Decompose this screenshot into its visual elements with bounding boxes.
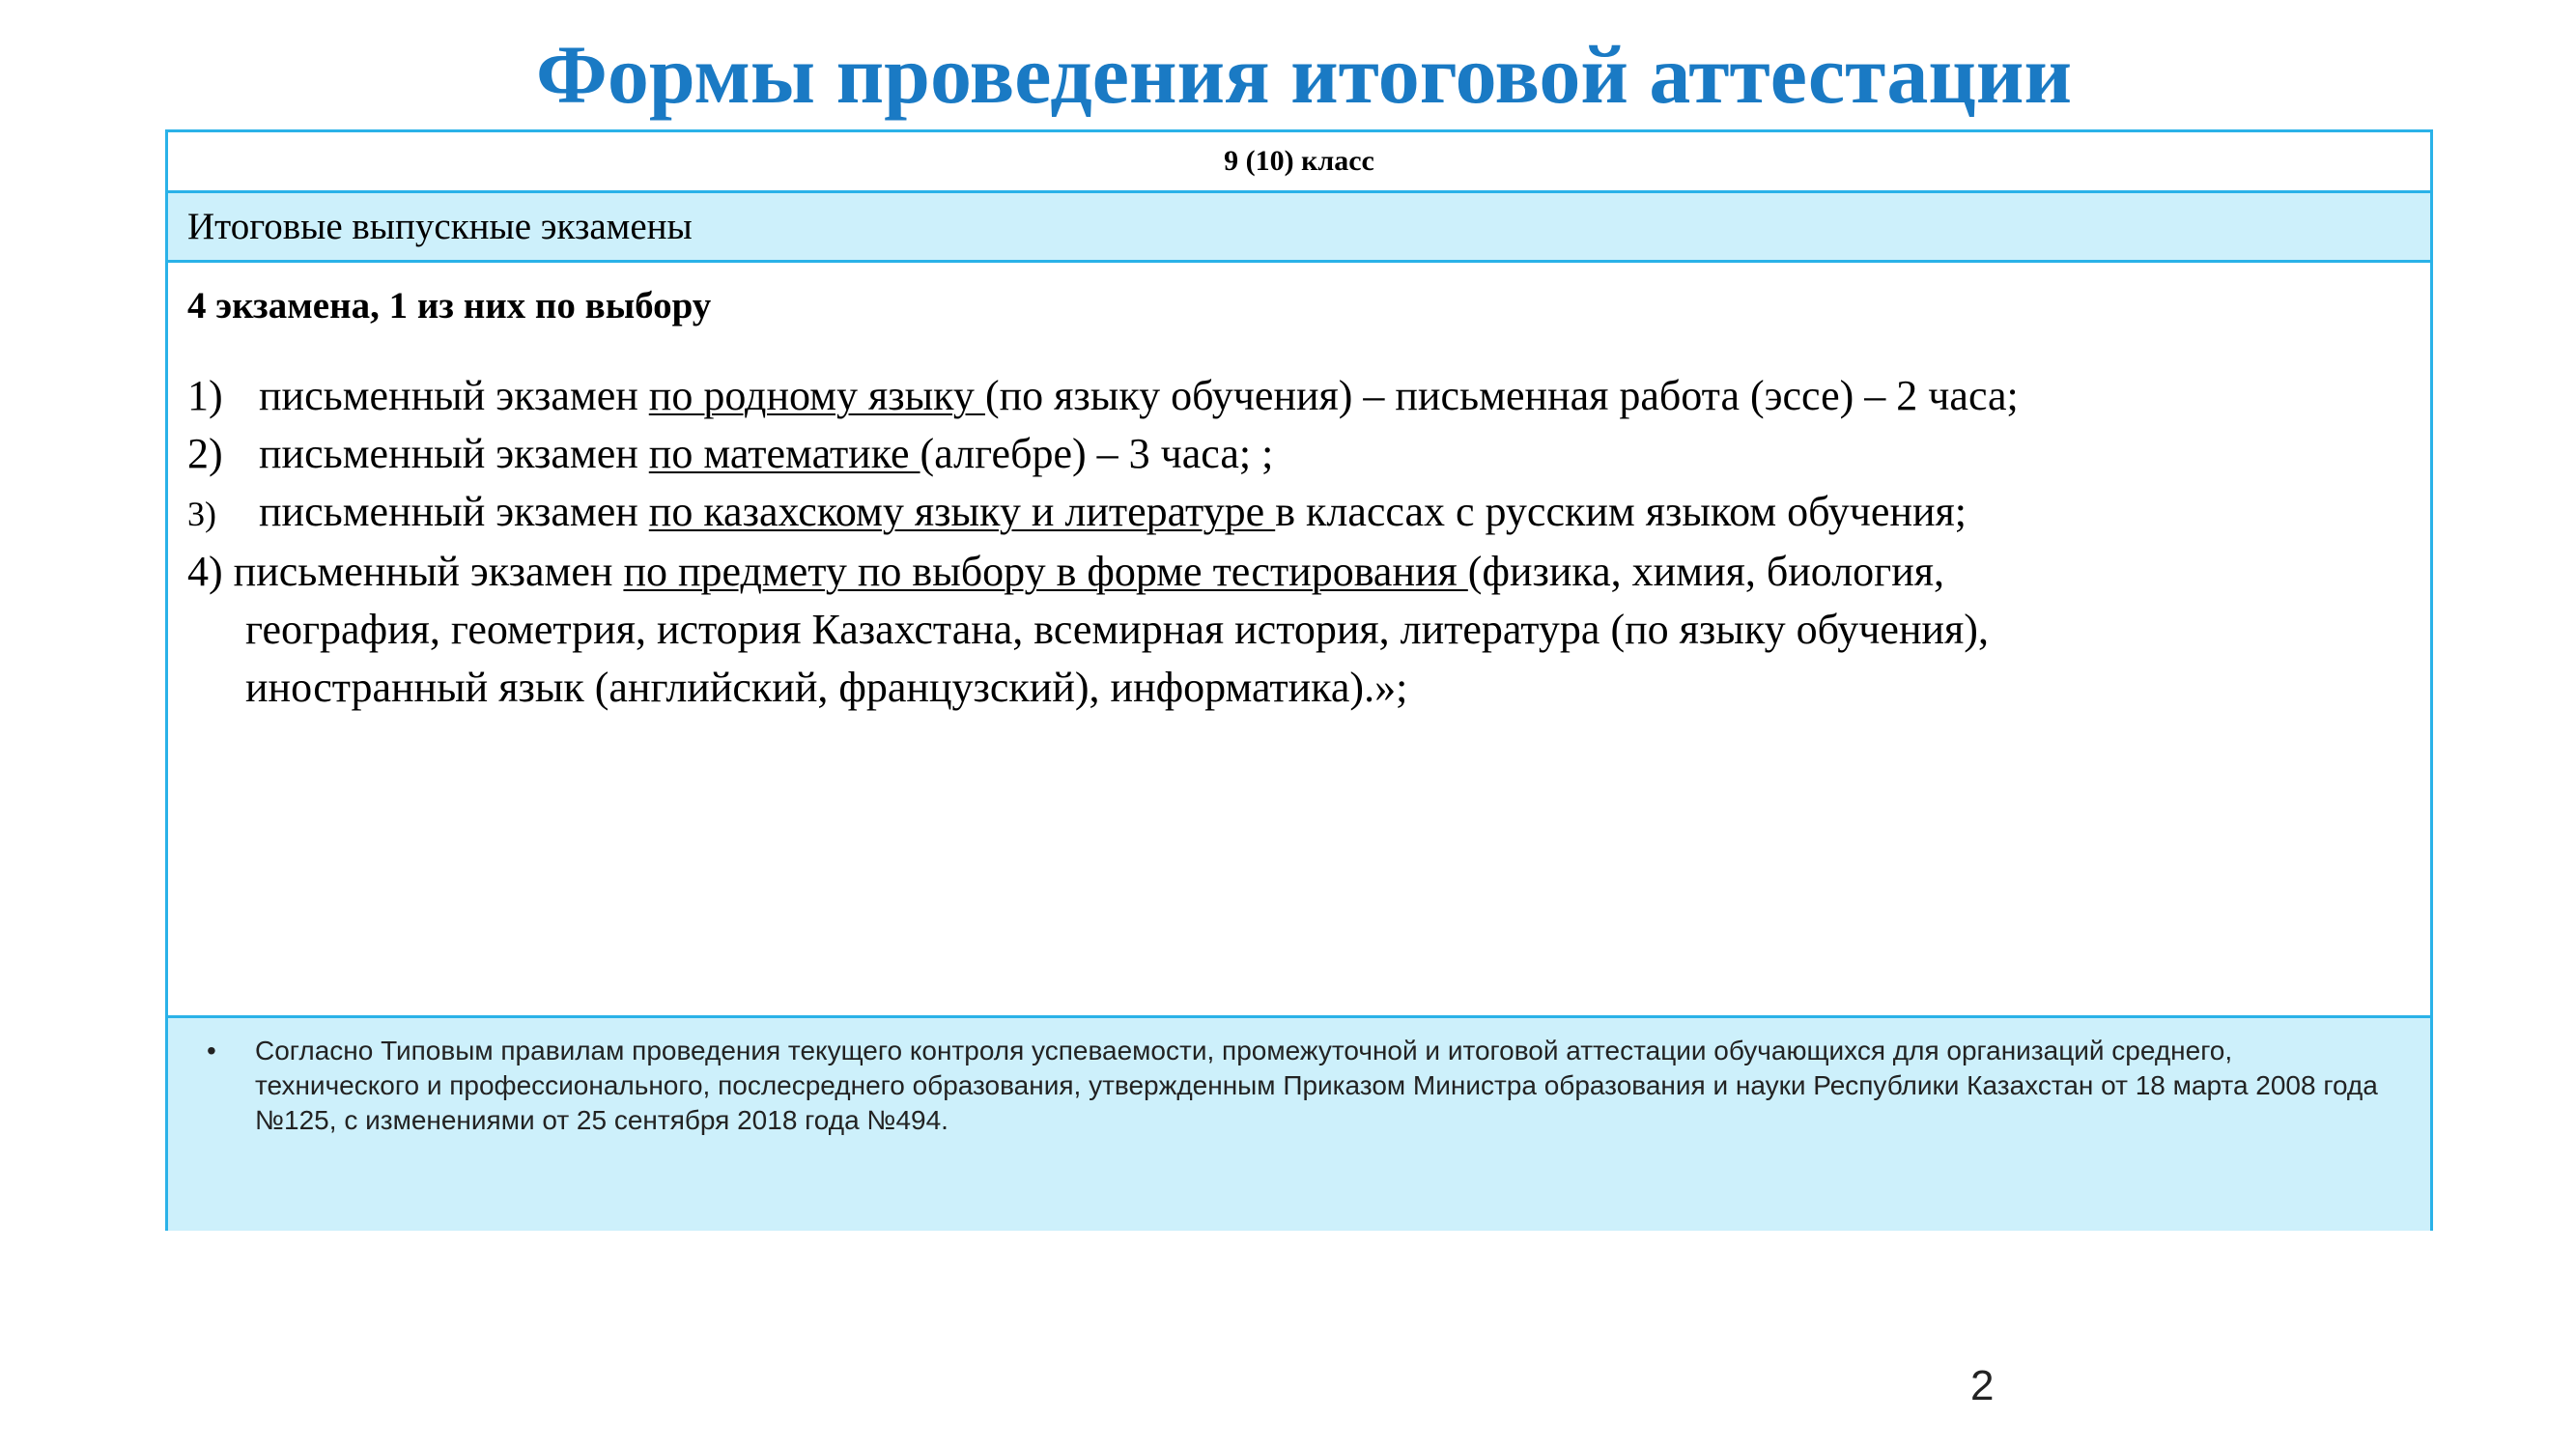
exam-count-heading: 4 экзамена, 1 из них по выбору <box>187 285 712 327</box>
grade-header: 9 (10) класс <box>1224 145 1374 177</box>
exam-type-row <box>168 193 2430 263</box>
item-number: 1) <box>187 372 223 419</box>
item-subject: по математике <box>648 430 920 477</box>
item-number: 2) <box>187 430 223 477</box>
page-number: 2 <box>1970 1362 1995 1409</box>
item-subject: по предмету по выбору в форме тестирования <box>623 548 1468 595</box>
item-suffix: (физика, химия, биология, <box>1467 548 1944 595</box>
list-item <box>187 543 2430 717</box>
item-prefix: письменный экзамен <box>259 430 649 477</box>
exam-type-label: Итоговые выпускные экзамены <box>187 206 693 247</box>
item-suffix: (алгебре) – 3 часа; ; <box>920 430 1274 477</box>
item-continuation: география, геометрия, история Казахстана, всемирная история, литература (по языку обучения), <box>245 606 1989 653</box>
item-prefix: письменный экзамен <box>233 548 624 595</box>
item-suffix: (по языку обучения) – письменная работа (эссе) – 2 часа; <box>984 372 2019 419</box>
footnote-row <box>168 1018 2430 1231</box>
page-title: Формы проведения итоговой аттестации <box>535 28 2073 121</box>
footnote-text: Согласно Типовым правилам проведения текущего контроля успеваемости, промежуточной и итоговой аттестации обучающихся для организаций среднего, технического и профессионального, послесреднего образования, утвержденным Приказом Министра образования и науки Республики Казахстан от 18 марта 2008 года №125, с изменениями от 25 сентября 2018 года №494. <box>255 1036 2378 1135</box>
exam-list-row <box>168 263 2430 1018</box>
table-header-row <box>168 132 2430 193</box>
footnote <box>207 1034 2399 1138</box>
list-item <box>187 367 2430 425</box>
list-item <box>187 425 2430 483</box>
item-number: 3) <box>187 495 216 533</box>
list-item <box>187 483 2430 543</box>
item-prefix: письменный экзамен <box>259 488 649 535</box>
attestation-table <box>165 129 2433 1231</box>
item-number: 4) <box>187 548 223 595</box>
item-subject: по казахскому языку и литературе <box>648 488 1276 535</box>
item-subject: по родному языку <box>648 372 985 419</box>
item-suffix: в классах с русским языком обучения; <box>1275 488 1967 535</box>
item-prefix: письменный экзамен <box>259 372 649 419</box>
bullet-icon: • <box>207 1036 216 1065</box>
item-continuation: иностранный язык (английский, французский), информатика).»; <box>245 664 1408 711</box>
